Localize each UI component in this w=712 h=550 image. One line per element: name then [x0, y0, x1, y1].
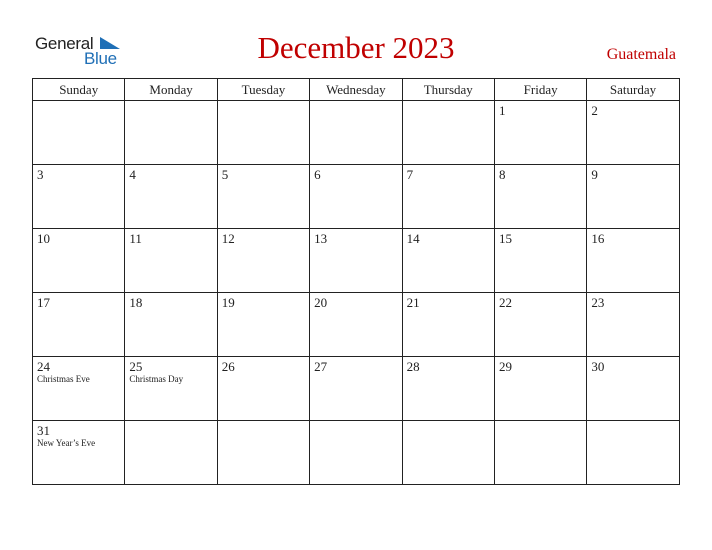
day-number: 11 [129, 231, 142, 246]
day-cell [125, 165, 217, 229]
day-cell [310, 293, 402, 357]
day-cell [587, 229, 679, 293]
day-cell [494, 421, 586, 485]
day-number: 13 [314, 231, 328, 246]
day-cell [587, 357, 679, 421]
day-cell [33, 229, 125, 293]
day-number: 8 [498, 167, 506, 182]
day-cell [310, 229, 402, 293]
day-cell [587, 293, 679, 357]
day-cell [494, 101, 586, 165]
weekday-header: Monday [125, 79, 217, 101]
day-cell [402, 101, 494, 165]
day-cell [33, 293, 125, 357]
day-cell [125, 229, 217, 293]
weekday-header-row [33, 79, 680, 101]
week-row [33, 421, 680, 485]
day-number: 25 [129, 359, 143, 374]
day-number: 12 [221, 231, 235, 246]
day-cell [310, 357, 402, 421]
day-cell [494, 229, 586, 293]
day-number: 22 [498, 295, 512, 310]
day-cell [402, 229, 494, 293]
day-cell [587, 421, 679, 485]
day-number: 29 [498, 359, 512, 374]
day-number: 30 [591, 359, 605, 374]
day-number: 6 [314, 167, 321, 182]
day-cell [217, 357, 309, 421]
logo-text-general: General [35, 34, 94, 53]
holiday-label: Christmas Day [129, 374, 184, 384]
day-number: 5 [221, 167, 229, 182]
day-cell [125, 421, 217, 485]
day-number: 20 [314, 295, 328, 310]
day-number: 7 [406, 167, 414, 182]
day-number: 23 [591, 295, 605, 310]
day-cell [125, 293, 217, 357]
day-cell [494, 357, 586, 421]
day-number: 26 [221, 359, 235, 374]
calendar-title: December 2023 [257, 30, 455, 65]
weekday-header: Sunday [33, 79, 125, 101]
week-row [33, 293, 680, 357]
day-cell [125, 101, 217, 165]
day-cell [494, 165, 586, 229]
day-cell [33, 101, 125, 165]
day-cell [217, 421, 309, 485]
country-label: Guatemala [606, 46, 676, 63]
weekday-header: Friday [494, 79, 586, 101]
weekday-header: Thursday [402, 79, 494, 101]
day-number: 17 [37, 295, 50, 310]
logo-text-blue: Blue [84, 49, 117, 68]
calendar-grid [32, 78, 680, 485]
day-cell [494, 293, 586, 357]
day-number: 18 [129, 295, 143, 310]
day-number: 10 [37, 231, 50, 246]
day-number: 21 [406, 295, 420, 310]
day-cell [587, 101, 679, 165]
weekday-header: Tuesday [217, 79, 309, 101]
day-cell [217, 229, 309, 293]
day-cell [310, 165, 402, 229]
day-cell [402, 357, 494, 421]
day-cell [33, 421, 125, 485]
day-number: 9 [591, 167, 598, 182]
day-number: 31 [37, 423, 50, 438]
day-cell [33, 357, 125, 421]
day-number: 16 [591, 231, 605, 246]
day-cell [402, 165, 494, 229]
day-cell [587, 165, 679, 229]
week-row [33, 229, 680, 293]
day-cell [33, 165, 125, 229]
day-number: 14 [406, 231, 420, 246]
day-cell [310, 421, 402, 485]
day-number: 2 [591, 103, 598, 118]
day-number: 3 [37, 167, 44, 182]
holiday-label: Christmas Eve [37, 374, 90, 384]
day-cell [125, 357, 217, 421]
day-number: 24 [37, 359, 50, 374]
day-number: 28 [406, 359, 420, 374]
holiday-label: New Year’s Eve [37, 438, 96, 448]
day-number: 27 [314, 359, 328, 374]
day-cell [402, 421, 494, 485]
day-cell [217, 293, 309, 357]
day-number: 4 [129, 167, 136, 182]
week-row [33, 357, 680, 421]
week-row [33, 165, 680, 229]
day-cell [217, 165, 309, 229]
day-cell [402, 293, 494, 357]
day-number: 1 [498, 103, 506, 118]
weekday-header: Wednesday [310, 79, 402, 101]
day-number: 15 [498, 231, 512, 246]
week-row [33, 101, 680, 165]
day-cell [217, 101, 309, 165]
weekday-header: Saturday [587, 79, 679, 101]
day-cell [310, 101, 402, 165]
day-number: 19 [221, 295, 235, 310]
